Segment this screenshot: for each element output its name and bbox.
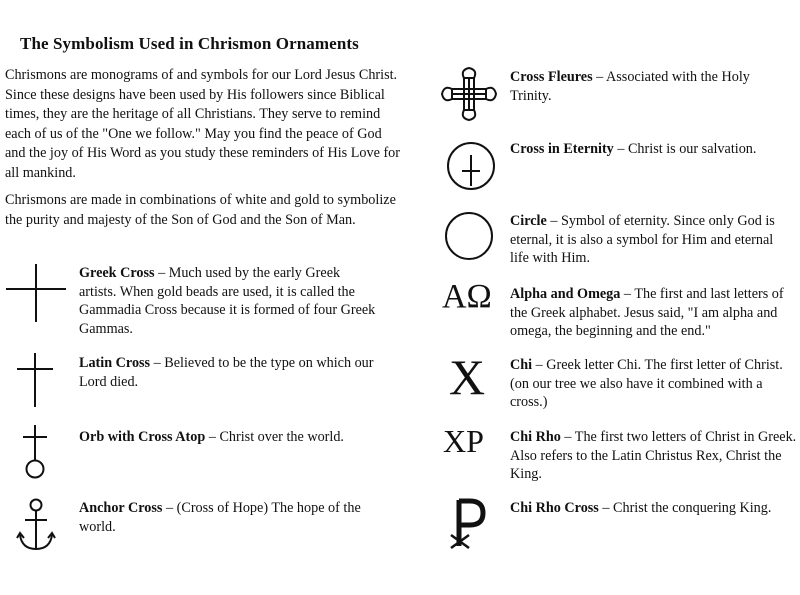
symbol-description: Cross Fleures – Associated with the Holy Trinity. <box>510 69 750 104</box>
symbol-name: Cross Fleures <box>510 69 593 85</box>
symbol-meaning: (Cross of Hope) The hope of the world. <box>79 500 361 535</box>
intro-paragraph-colors: Chrismons are made in combinations of white and gold to symbolize the purity and majesty of the Son of God and the Son of Man. <box>5 192 396 228</box>
symbol-meaning: Symbol of eternity. Since only God is eternal, it is also a symbol for Him and eternal life with Him. <box>510 213 775 266</box>
orb-with-cross-icon <box>18 424 52 480</box>
symbol-description: Chi Rho – The first two letters of Christ in Greek. Also refers to the Latin Christus Rex, Christ the King. <box>510 429 797 482</box>
symbol-description: Circle – Symbol of eternity. Since only God is eternal, it is also a symbol for Him and eternal life with Him. <box>510 213 775 266</box>
symbol-meaning: Christ the conquering King. <box>613 500 772 516</box>
symbol-meaning: The first two letters of Christ in Greek. Also refers to the Latin Christus Rex, Christ the King. <box>510 429 797 482</box>
chi-icon: X <box>449 349 486 405</box>
symbol-description: Chi Rho Cross – Christ the conquering King. <box>510 500 772 516</box>
symbol-name: Circle <box>510 213 547 229</box>
symbol-meaning: Christ over the world. <box>219 429 344 445</box>
cross-fleures-icon <box>440 66 498 122</box>
symbol-description: Latin Cross – Believed to be the type on which our Lord died. <box>79 355 374 390</box>
anchor-cross-icon <box>16 497 56 553</box>
symbol-meaning: Greek letter Chi. The first letter of Christ. (on our tree we also have it combined with a cross.) <box>510 357 783 410</box>
symbol-description: Chi – Greek letter Chi. The first letter of Christ. (on our tree we also have it combined with a cross.) <box>510 357 783 410</box>
symbol-name: Chi Rho <box>510 429 561 445</box>
symbol-meaning: Associated with the Holy Trinity. <box>510 69 750 104</box>
symbol-meaning: Christ is our salvation. <box>627 141 757 157</box>
latin-cross-icon <box>15 352 55 408</box>
chi-rho-icon: XP <box>443 423 484 459</box>
symbol-meaning: Believed to be the type on which our Lord died. <box>79 355 374 390</box>
symbol-description: Greek Cross – Much used by the early Greek artists. When gold beads are used, it is called the Gammadia Cross because it is formed of four Greek Gammas. <box>79 265 376 337</box>
symbol-name: Latin Cross <box>79 355 151 371</box>
page-title: The Symbolism Used in Chrismon Ornaments <box>20 34 359 53</box>
alpha-omega-icon: ΑΩ <box>442 278 492 315</box>
symbol-name: Anchor Cross <box>79 500 163 516</box>
circle-icon <box>444 211 494 261</box>
symbol-name: Chi <box>510 357 533 373</box>
chi-rho-cross-icon <box>448 498 490 550</box>
symbol-description: Orb with Cross Atop – Christ over the world. <box>79 429 344 445</box>
symbol-name: Cross in Eternity <box>510 141 614 157</box>
symbol-name: Chi Rho Cross <box>510 500 599 516</box>
symbol-name: Greek Cross <box>79 265 155 281</box>
symbol-name: Alpha and Omega <box>510 286 621 302</box>
cross-in-eternity-icon <box>446 141 496 191</box>
symbol-name: Orb with Cross Atop <box>79 429 206 445</box>
symbol-description: Cross in Eternity – Christ is our salvation. <box>510 141 757 157</box>
symbol-description: Alpha and Omega – The first and last letters of the Greek alphabet. Jesus said, "I am alpha and omega, the beginning and the end." <box>510 286 784 339</box>
symbol-meaning: The first and last letters of the Greek alphabet. Jesus said, "I am alpha and omega, the beginning and the end." <box>510 286 784 339</box>
greek-cross-icon <box>4 262 68 324</box>
symbol-description: Anchor Cross – (Cross of Hope) The hope of the world. <box>79 500 361 535</box>
symbol-meaning: Much used by the early Greek artists. When gold beads are used, it is called the Gammadia Cross because it is formed of four Greek Gammas. <box>79 265 376 337</box>
intro-paragraph: Chrismons are monograms of and symbols for our Lord Jesus Christ. Since these designs have been used by His followers since Biblical times, they are the heritage of all Christians. They serve to remind each of us of the "One we follow." May you find the peace of God and the joy of His Word as you study these reminders of His Love for all mankind. <box>5 67 400 181</box>
